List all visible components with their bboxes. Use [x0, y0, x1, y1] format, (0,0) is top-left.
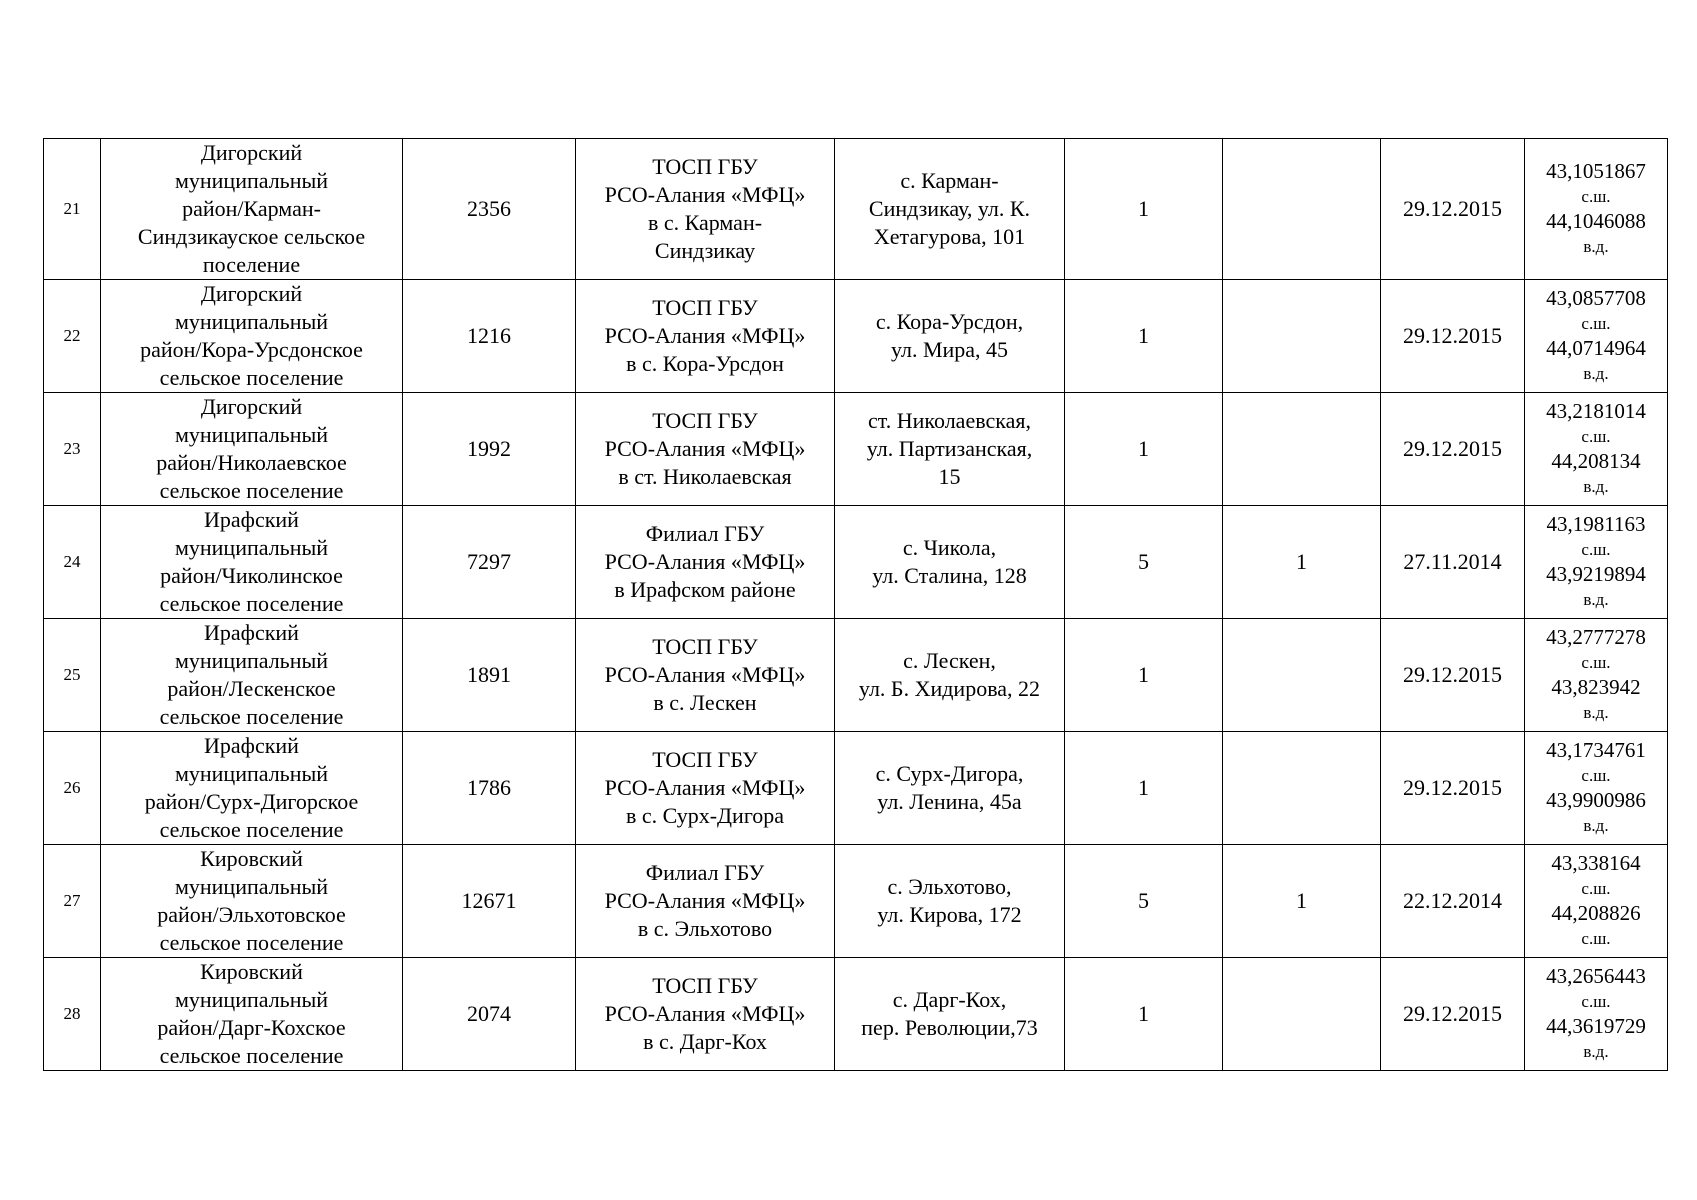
address-cell — [835, 845, 1065, 958]
longitude-suffix: в.д. — [1583, 1042, 1609, 1061]
windows-cell: 1 — [1065, 139, 1223, 280]
office-line: РСО-Алания «МФЦ» — [604, 888, 806, 913]
office-cell — [576, 845, 835, 958]
territory-line: сельское поселение — [159, 591, 344, 616]
date-cell: 29.12.2015 — [1381, 139, 1525, 280]
office-cell — [576, 506, 835, 619]
territory-line: Дигорский — [200, 281, 303, 306]
date-cell: 29.12.2015 — [1381, 280, 1525, 393]
territory-cell — [101, 958, 403, 1071]
extra-cell — [1223, 619, 1381, 732]
latitude-suffix: с.ш. — [1581, 187, 1611, 206]
office-line: РСО-Алания «МФЦ» — [604, 323, 806, 348]
address-line: Хетагурова, 101 — [873, 224, 1026, 249]
row-number-cell: 22 — [44, 280, 101, 393]
office-line: РСО-Алания «МФЦ» — [604, 549, 806, 574]
territory-cell — [101, 506, 403, 619]
address-line: Синдзикау, ул. К. — [868, 196, 1031, 221]
extra-cell — [1223, 280, 1381, 393]
population-cell: 2356 — [403, 139, 576, 280]
latitude-suffix: с.ш. — [1581, 427, 1611, 446]
territory-line: район/Дарг-Кохское — [157, 1015, 346, 1040]
address-cell — [835, 732, 1065, 845]
table-row — [44, 139, 1668, 280]
windows-cell: 1 — [1065, 280, 1223, 393]
latitude-suffix: с.ш. — [1581, 540, 1611, 559]
longitude-suffix: в.д. — [1583, 590, 1609, 609]
office-line: ТОСП ГБУ — [652, 747, 758, 772]
longitude-suffix: в.д. — [1583, 364, 1609, 383]
population-cell: 12671 — [403, 845, 576, 958]
date-cell: 29.12.2015 — [1381, 619, 1525, 732]
territory-line: Ирафский — [204, 507, 299, 532]
office-line: в с. Дарг-Кох — [643, 1029, 767, 1054]
table-row — [44, 506, 1668, 619]
extra-cell — [1223, 393, 1381, 506]
longitude-suffix: в.д. — [1583, 237, 1609, 256]
office-line: в с. Сурх-Дигора — [625, 803, 785, 828]
territory-line: муниципальный — [174, 168, 329, 193]
address-cell — [835, 958, 1065, 1071]
row-number-cell: 26 — [44, 732, 101, 845]
coords-cell — [1525, 506, 1668, 619]
windows-cell: 5 — [1065, 845, 1223, 958]
windows-cell: 1 — [1065, 393, 1223, 506]
territory-line: Кировский — [200, 846, 303, 871]
latitude: 43,1981163 — [1546, 512, 1646, 536]
address-line: ст. Николаевская, — [868, 408, 1031, 433]
windows-cell: 1 — [1065, 958, 1223, 1071]
territory-line: поселение — [202, 252, 301, 277]
territory-line: Дигорский — [200, 140, 303, 165]
address-cell — [835, 139, 1065, 280]
territory-line: район/Чиколинское — [160, 563, 343, 588]
longitude-suffix: в.д. — [1583, 477, 1609, 496]
latitude: 43,338164 — [1551, 851, 1641, 875]
territory-line: сельское поселение — [159, 704, 344, 729]
coords-cell — [1525, 280, 1668, 393]
address-line: с. Сурх-Дигора, — [875, 761, 1024, 786]
address-line: с. Эльхотово, — [887, 874, 1012, 899]
row-number-cell: 27 — [44, 845, 101, 958]
address-line: ул. Ленина, 45а — [877, 789, 1022, 814]
coords-cell — [1525, 958, 1668, 1071]
coords-cell — [1525, 732, 1668, 845]
territory-line: муниципальный — [174, 761, 329, 786]
table-row — [44, 958, 1668, 1071]
longitude: 44,208826 — [1551, 901, 1641, 925]
office-line: Синдзикау — [654, 238, 756, 263]
territory-line: муниципальный — [174, 535, 329, 560]
population-cell: 7297 — [403, 506, 576, 619]
table-row — [44, 732, 1668, 845]
address-line: с. Чикола, — [902, 535, 997, 560]
address-line: ул. Мира, 45 — [890, 337, 1009, 362]
address-line: с. Кора-Урсдон, — [875, 309, 1024, 334]
longitude-suffix: с.ш. — [1581, 929, 1611, 948]
windows-cell: 1 — [1065, 619, 1223, 732]
office-line: РСО-Алания «МФЦ» — [604, 662, 806, 687]
population-cell: 1216 — [403, 280, 576, 393]
office-line: в с. Лескен — [653, 690, 757, 715]
date-cell: 29.12.2015 — [1381, 393, 1525, 506]
office-cell — [576, 958, 835, 1071]
longitude: 44,1046088 — [1546, 209, 1646, 233]
date-cell: 22.12.2014 — [1381, 845, 1525, 958]
office-line: в ст. Николаевская — [618, 464, 792, 489]
territory-line: муниципальный — [174, 309, 329, 334]
windows-cell: 1 — [1065, 732, 1223, 845]
office-cell — [576, 619, 835, 732]
population-cell: 1992 — [403, 393, 576, 506]
office-line: ТОСП ГБУ — [652, 408, 758, 433]
latitude: 43,1734761 — [1546, 738, 1646, 762]
row-number-cell: 25 — [44, 619, 101, 732]
office-line: в с. Карман- — [647, 210, 763, 235]
row-number-cell: 23 — [44, 393, 101, 506]
table-row — [44, 393, 1668, 506]
row-number-cell: 21 — [44, 139, 101, 280]
longitude-suffix: в.д. — [1583, 816, 1609, 835]
territory-line: муниципальный — [174, 422, 329, 447]
latitude-suffix: с.ш. — [1581, 879, 1611, 898]
address-line: пер. Революции,73 — [861, 1015, 1038, 1040]
territory-cell — [101, 619, 403, 732]
address-line: с. Карман- — [900, 168, 999, 193]
office-cell — [576, 732, 835, 845]
population-cell: 2074 — [403, 958, 576, 1071]
address-line: ул. Б. Хидирова, 22 — [858, 676, 1041, 701]
territory-cell — [101, 393, 403, 506]
territory-line: район/Лескенское — [167, 676, 336, 701]
table-row — [44, 280, 1668, 393]
extra-cell: 1 — [1223, 506, 1381, 619]
latitude: 43,2656443 — [1546, 964, 1646, 988]
coords-cell — [1525, 393, 1668, 506]
address-line: 15 — [938, 464, 961, 489]
coords-cell — [1525, 619, 1668, 732]
table-row — [44, 619, 1668, 732]
territory-line: сельское поселение — [159, 930, 344, 955]
latitude: 43,1051867 — [1546, 159, 1646, 183]
longitude-suffix: в.д. — [1583, 703, 1609, 722]
office-line: в с. Кора-Урсдон — [626, 351, 784, 376]
office-line: ТОСП ГБУ — [652, 154, 758, 179]
address-cell — [835, 619, 1065, 732]
row-number-cell: 24 — [44, 506, 101, 619]
table-row — [44, 845, 1668, 958]
territory-line: сельское поселение — [159, 1043, 344, 1068]
office-line: РСО-Алания «МФЦ» — [604, 182, 806, 207]
territory-line: Дигорский — [200, 394, 303, 419]
extra-cell — [1223, 139, 1381, 280]
office-line: РСО-Алания «МФЦ» — [604, 436, 806, 461]
date-cell: 27.11.2014 — [1381, 506, 1525, 619]
territory-line: сельское поселение — [159, 478, 344, 503]
latitude-suffix: с.ш. — [1581, 992, 1611, 1011]
territory-line: Ирафский — [204, 733, 299, 758]
longitude: 44,208134 — [1551, 449, 1641, 473]
address-cell — [835, 280, 1065, 393]
territory-line: муниципальный — [174, 648, 329, 673]
address-line: с. Лескен, — [903, 648, 996, 673]
date-cell: 29.12.2015 — [1381, 732, 1525, 845]
latitude: 43,2777278 — [1546, 625, 1646, 649]
mfc-offices-table — [43, 138, 1668, 1071]
office-line: в Ирафском районе — [614, 577, 796, 602]
extra-cell — [1223, 958, 1381, 1071]
extra-cell: 1 — [1223, 845, 1381, 958]
latitude: 43,0857708 — [1546, 286, 1646, 310]
longitude: 43,9900986 — [1546, 788, 1646, 812]
address-line: ул. Сталина, 128 — [872, 563, 1027, 588]
territory-line: Кировский — [200, 959, 303, 984]
territory-line: район/Карман- — [182, 196, 321, 221]
territory-line: Синдзикауское сельское — [137, 224, 366, 249]
territory-line: сельское поселение — [159, 365, 344, 390]
territory-cell — [101, 139, 403, 280]
territory-cell — [101, 845, 403, 958]
address-line: с. Дарг-Кох, — [892, 987, 1007, 1012]
longitude: 44,3619729 — [1546, 1014, 1646, 1038]
population-cell: 1786 — [403, 732, 576, 845]
territory-line: Ирафский — [204, 620, 299, 645]
row-number-cell: 28 — [44, 958, 101, 1071]
territory-line: район/Эльхотовское — [157, 902, 346, 927]
territory-line: район/Сурх-Дигорское — [144, 789, 359, 814]
office-line: в с. Эльхотово — [637, 916, 773, 941]
extra-cell — [1223, 732, 1381, 845]
table-body — [44, 139, 1668, 1071]
office-cell — [576, 280, 835, 393]
longitude: 44,0714964 — [1546, 336, 1646, 360]
office-line: Филиал ГБУ — [645, 860, 765, 885]
office-line: Филиал ГБУ — [645, 521, 765, 546]
address-cell — [835, 506, 1065, 619]
address-line: ул. Партизанская, — [866, 436, 1033, 461]
coords-cell — [1525, 139, 1668, 280]
latitude-suffix: с.ш. — [1581, 314, 1611, 333]
latitude-suffix: с.ш. — [1581, 766, 1611, 785]
office-line: ТОСП ГБУ — [652, 973, 758, 998]
population-cell: 1891 — [403, 619, 576, 732]
office-line: РСО-Алания «МФЦ» — [604, 775, 806, 800]
address-cell — [835, 393, 1065, 506]
territory-line: муниципальный — [174, 874, 329, 899]
territory-line: муниципальный — [174, 987, 329, 1012]
territory-line: район/Кора-Урсдонское — [140, 337, 363, 362]
office-line: ТОСП ГБУ — [652, 295, 758, 320]
windows-cell: 5 — [1065, 506, 1223, 619]
territory-cell — [101, 280, 403, 393]
coords-cell — [1525, 845, 1668, 958]
address-line: ул. Кирова, 172 — [877, 902, 1022, 927]
territory-line: район/Николаевское — [156, 450, 347, 475]
office-line: ТОСП ГБУ — [652, 634, 758, 659]
latitude-suffix: с.ш. — [1581, 653, 1611, 672]
office-line: РСО-Алания «МФЦ» — [604, 1001, 806, 1026]
office-cell — [576, 139, 835, 280]
longitude: 43,823942 — [1551, 675, 1641, 699]
territory-line: сельское поселение — [159, 817, 344, 842]
office-cell — [576, 393, 835, 506]
latitude: 43,2181014 — [1546, 399, 1646, 423]
longitude: 43,9219894 — [1546, 562, 1646, 586]
territory-cell — [101, 732, 403, 845]
date-cell: 29.12.2015 — [1381, 958, 1525, 1071]
